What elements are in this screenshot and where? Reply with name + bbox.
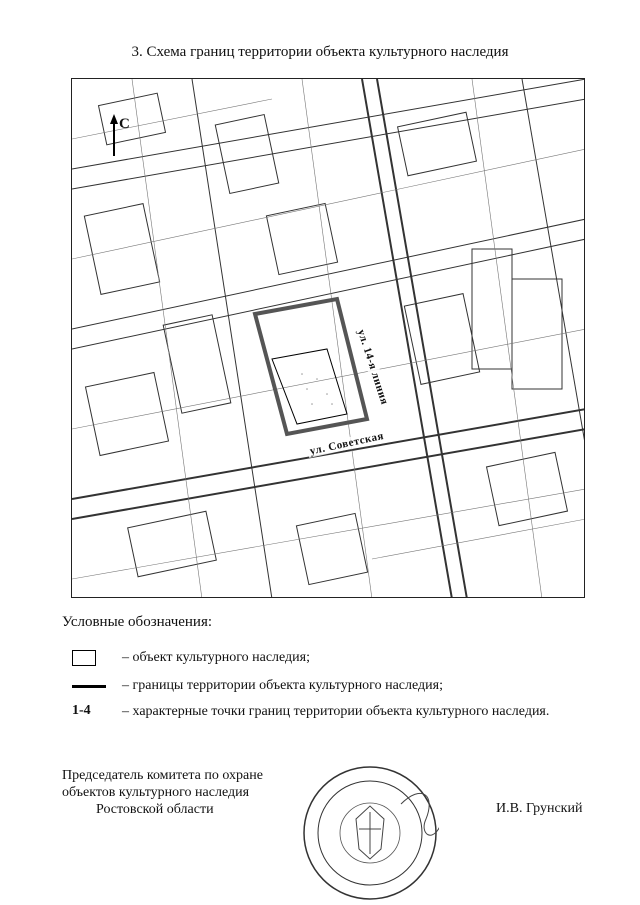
legend-text: – характерные точки границ территории объекта культурного наследия. (122, 704, 550, 719)
legend-text: – объект культурного наследия; (122, 650, 310, 665)
territory-boundary (255, 299, 367, 434)
signatory-name: И.В. Грунский (496, 801, 583, 816)
legend-line-icon (72, 676, 112, 696)
site-map (71, 78, 585, 598)
legend-item-points (72, 702, 549, 722)
street-lines (72, 79, 585, 598)
document-title: 3. Схема границ территории объекта культурного наследия (131, 44, 509, 60)
north-label: С (119, 116, 130, 132)
minor-lines (72, 79, 585, 598)
legend-box-icon (72, 648, 112, 668)
legend-text: – границы территории объекта культурного наследия; (122, 678, 443, 693)
legend-item-boundary (72, 676, 443, 696)
street-label-14-line: ул. 14-я линия (354, 328, 391, 407)
official-seal-icon (301, 764, 439, 902)
street-label-sovetskaya: ул. Советская (308, 430, 385, 458)
legend-title: Условные обозначения: (62, 614, 213, 630)
map-drawing (72, 79, 585, 598)
hatch-dots (301, 373, 333, 405)
legend-item-object (72, 648, 310, 668)
signatory-title: Председатель комитета по охране объектов культурного наследия Ростовской области (62, 768, 263, 817)
legend-number-symbol: 1-4 (72, 703, 91, 718)
